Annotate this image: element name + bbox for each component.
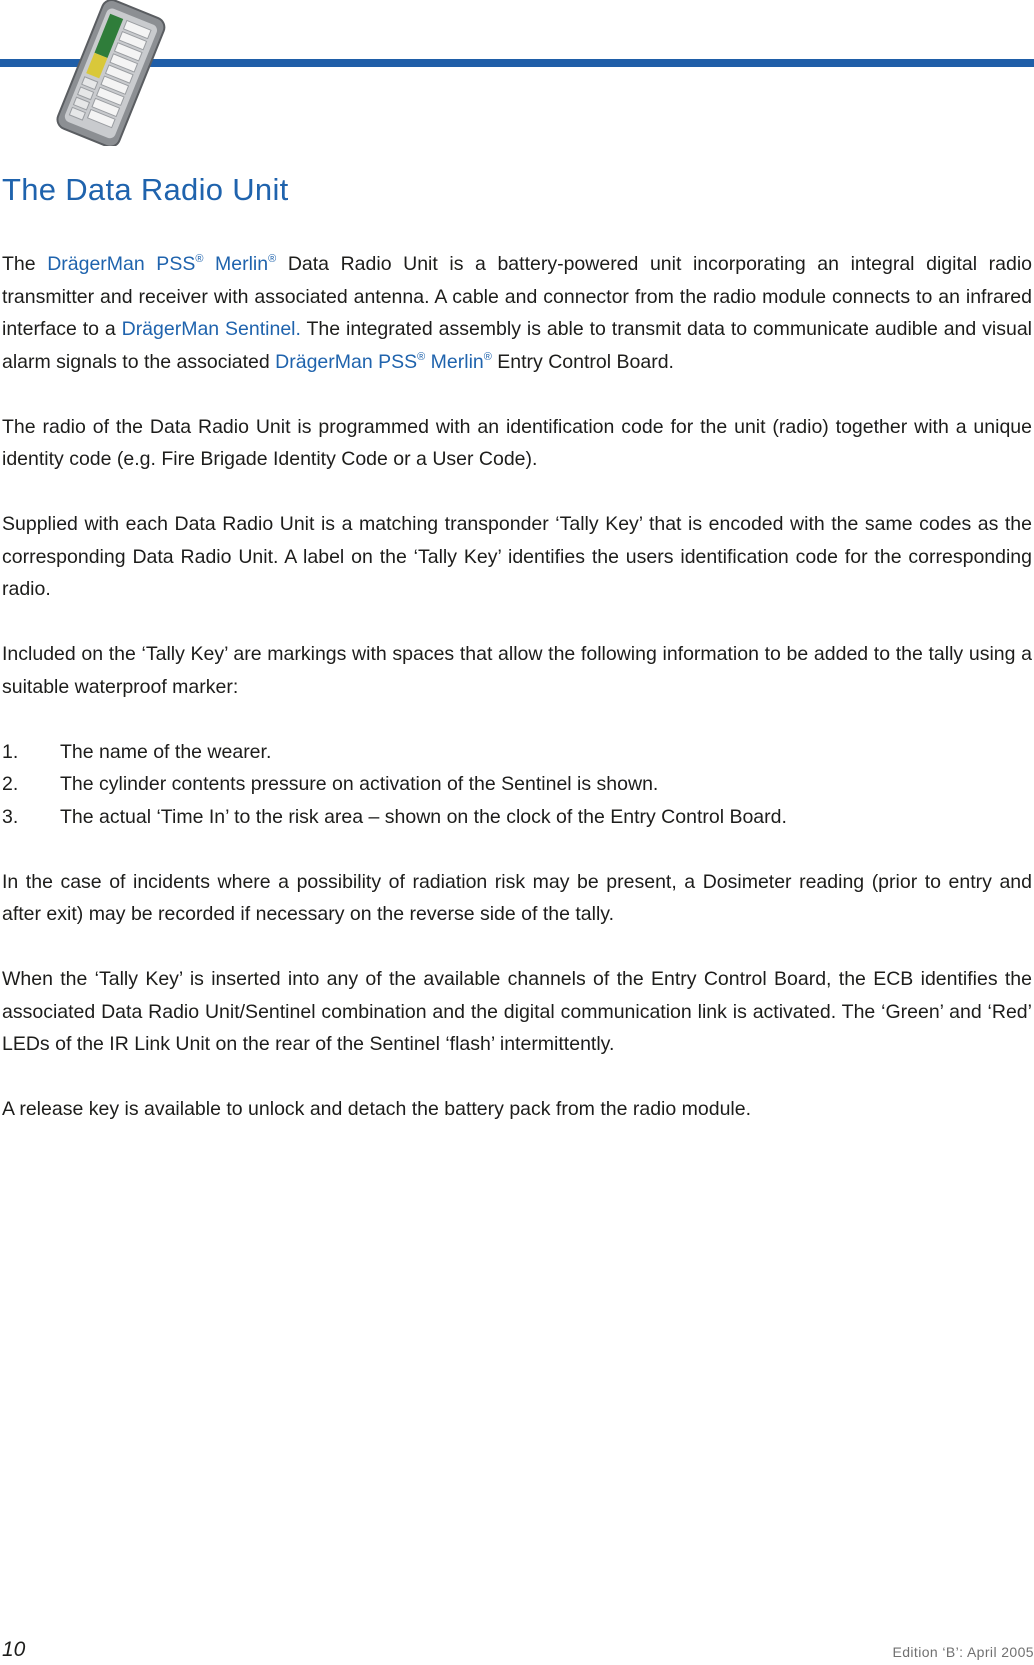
list-item (2, 736, 1032, 769)
brand-pss: DrägerMan PSS (275, 350, 418, 373)
intro-paragraph (2, 248, 1032, 378)
list-number: 2. (2, 773, 19, 795)
brand-merlin: Merlin (425, 350, 484, 373)
page-number: 10 (2, 1638, 26, 1661)
list-item (2, 801, 1032, 834)
registered-mark: ® (268, 253, 277, 265)
list-item (2, 768, 1032, 801)
paragraph-radio-identification: The radio of the Data Radio Unit is programmed with an identification code for the unit (radio) together with a unique identity code (e.g. Fire Brigade Identity Code or a User Code). (2, 415, 1032, 470)
edition-label: Edition ‘B’: April 2005 (892, 1644, 1034, 1660)
data-radio-unit-icon (40, 0, 180, 146)
brand-sentinel: DrägerMan Sentinel. (121, 318, 301, 340)
paragraph-tally-key: Supplied with each Data Radio Unit is a matching transponder ‘Tally Key’ that is encoded with the same codes as the corresponding Data Radio Unit. A label on the ‘Tally Key’ identifies the users identification code for the corresponding radio. (2, 513, 1032, 600)
list-text: The name of the wearer. (60, 740, 272, 763)
intro-text-2: Data Radio Unit is a battery-powered unit incorporating an integral digital radio transmitter and receiver with associated antenna. A cable and connector from the radio module connects to an infrared interface to a (2, 253, 1032, 340)
intro-text-4: Entry Control Board. (491, 350, 674, 373)
registered-mark: ® (195, 253, 204, 265)
body-text (2, 248, 1032, 1158)
registered-mark: ® (483, 350, 492, 363)
brand-pss: DrägerMan PSS (47, 253, 196, 275)
tally-information-list (2, 736, 1032, 834)
list-number: 1. (2, 740, 19, 763)
brand-merlin: Merlin (203, 253, 269, 275)
paragraph-ecb-link: When the ‘Tally Key’ is inserted into any of the available channels of the Entry Control Board, the ECB identifies the associated Data Radio Unit/Sentinel combination and the digital communication link is activated. The ‘Green’ and ‘Red’ LEDs of the IR Link Unit on the rear of the Sentinel ‘flash’ intermittently. (2, 968, 1032, 1055)
paragraph-tally-markings: Included on the ‘Tally Key’ are markings with spaces that allow the following information to be added to the tally using a suitable waterproof marker: (2, 643, 1032, 698)
list-text: The actual ‘Time In’ to the risk area – shown on the clock of the Entry Control Board. (60, 805, 787, 828)
page-title: The Data Radio Unit (2, 172, 289, 207)
list-text: The cylinder contents pressure on activation of the Sentinel is shown. (60, 773, 659, 795)
registered-mark: ® (417, 350, 426, 363)
intro-text-1: The (2, 253, 48, 275)
intro-text-3: The integrated assembly is able to transmit data to communicate audible and visual alarm signals to the associated (2, 318, 1032, 373)
list-number: 3. (2, 805, 19, 828)
paragraph-release-key: A release key is available to unlock and detach the battery pack from the radio module. (2, 1098, 752, 1120)
paragraph-dosimeter: In the case of incidents where a possibility of radiation risk may be present, a Dosimeter reading (prior to entry and after exit) may be recorded if necessary on the reverse side of the tally. (2, 870, 1032, 925)
